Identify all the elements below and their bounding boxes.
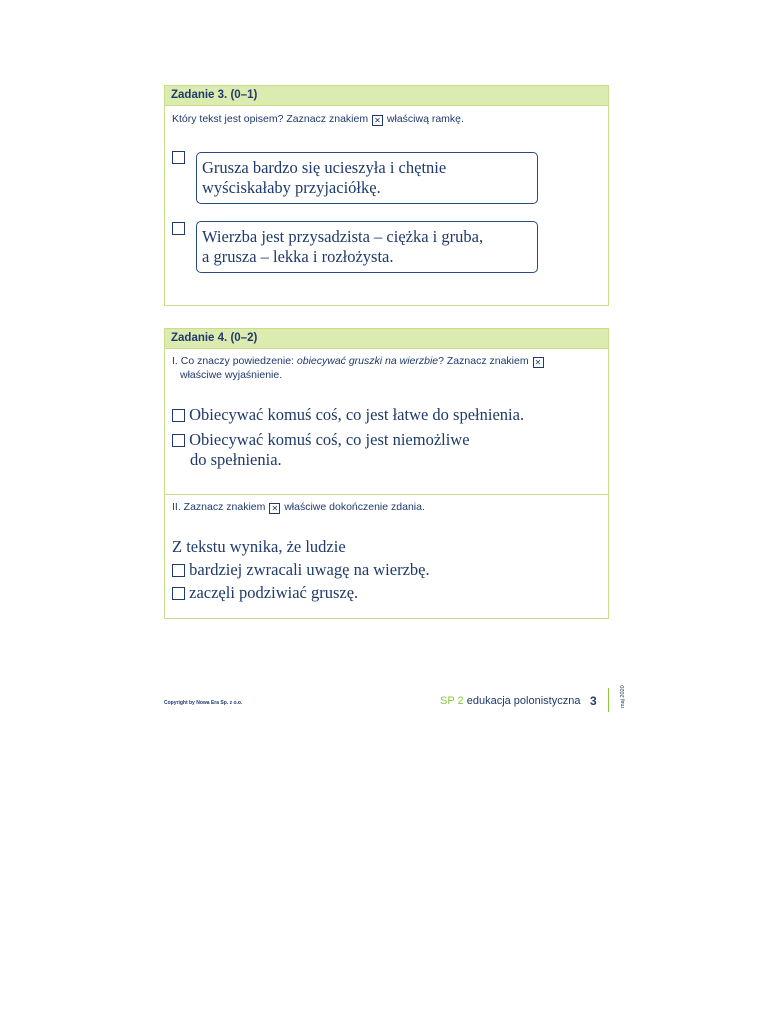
part-1-text: I. Co znaczy powiedzenie: [172,355,297,367]
task-3-instruction [172,112,464,126]
footer-subject [440,695,580,707]
task-4-option-3-text: bardziej zwracali uwagę na wierzbę. [189,560,430,579]
task-4-part-2-instruction [172,500,425,514]
task-4-checkbox-2[interactable] [172,434,185,447]
task-4-option-1-text: Obiecywać komuś coś, co jest łatwe do spełnienia. [189,405,525,424]
task-4-option-4[interactable] [172,583,358,603]
task-3-instruction-text-end: właściwą ramkę. [386,113,464,125]
task-3-score: (0–1) [230,89,258,101]
task-3-option-a-line1: Grusza bardzo się ucieszyła i chętnie [202,158,447,177]
task-4-title: Zadanie 4. [171,332,228,344]
part-1-idiom: obiecywać gruszki na wierzbie [296,355,439,367]
page-number: 3 [590,694,597,708]
footer-series: SP 2 [440,695,464,707]
task-4 [164,328,609,619]
task-4-option-2-text: Obiecywać komuś coś, co jest niemożliwe [189,430,470,449]
task-3-checkbox-a[interactable] [172,151,185,164]
task-4-part-1-instruction [172,354,602,382]
task-4-sentence-start: Z tekstu wynika, że ludzie [172,537,346,556]
task-3-header [165,86,608,106]
x-mark-icon: ✕ [533,357,544,368]
task-3-instruction-text: Który tekst jest opisem? Zaznacz znakiem [172,113,369,125]
footer-divider [608,688,609,712]
task-4-checkbox-3[interactable] [172,564,185,577]
task-4-option-2[interactable] [172,430,470,470]
task-4-option-3[interactable] [172,560,430,580]
task-3-option-b-line1: Wierzba jest przysadzista – ciężka i gruba, [202,227,484,246]
x-mark-icon: ✕ [372,115,383,126]
part-1-text-end: ? Zaznacz znakiem [438,355,529,367]
part-2-text-end: właściwe dokończenie zdania. [284,501,425,513]
footer-date: maj 2020 [620,685,626,708]
task-4-divider [165,494,608,495]
task-3 [164,85,609,306]
task-4-score: (0–2) [230,332,258,344]
task-3-frame-b[interactable] [196,221,538,273]
x-mark-icon: ✕ [269,503,280,514]
task-3-frame-a[interactable] [196,152,538,204]
task-3-option-b-line2: a grusza – lekka i rozłożysta. [202,247,394,266]
task-4-checkbox-4[interactable] [172,587,185,600]
task-3-option-a-line2: wyściskałaby przyjaciółkę. [202,178,381,197]
task-3-checkbox-b[interactable] [172,222,185,235]
task-4-option-2-text-line2: do spełnienia. [190,450,282,469]
footer-copyright: Copyright by Nowa Era Sp. z o.o. [164,700,243,706]
part-2-text: II. Zaznacz znakiem [172,501,266,513]
part-1-text-line2: właściwe wyjaśnienie. [180,369,283,381]
task-4-checkbox-1[interactable] [172,409,185,422]
task-4-option-4-text: zaczęli podziwiać gruszę. [189,583,359,602]
task-3-title: Zadanie 3. [171,89,228,101]
task-4-option-1[interactable] [172,405,524,425]
footer-subject-text: edukacja polonistyczna [466,695,581,707]
task-4-header [165,329,608,349]
